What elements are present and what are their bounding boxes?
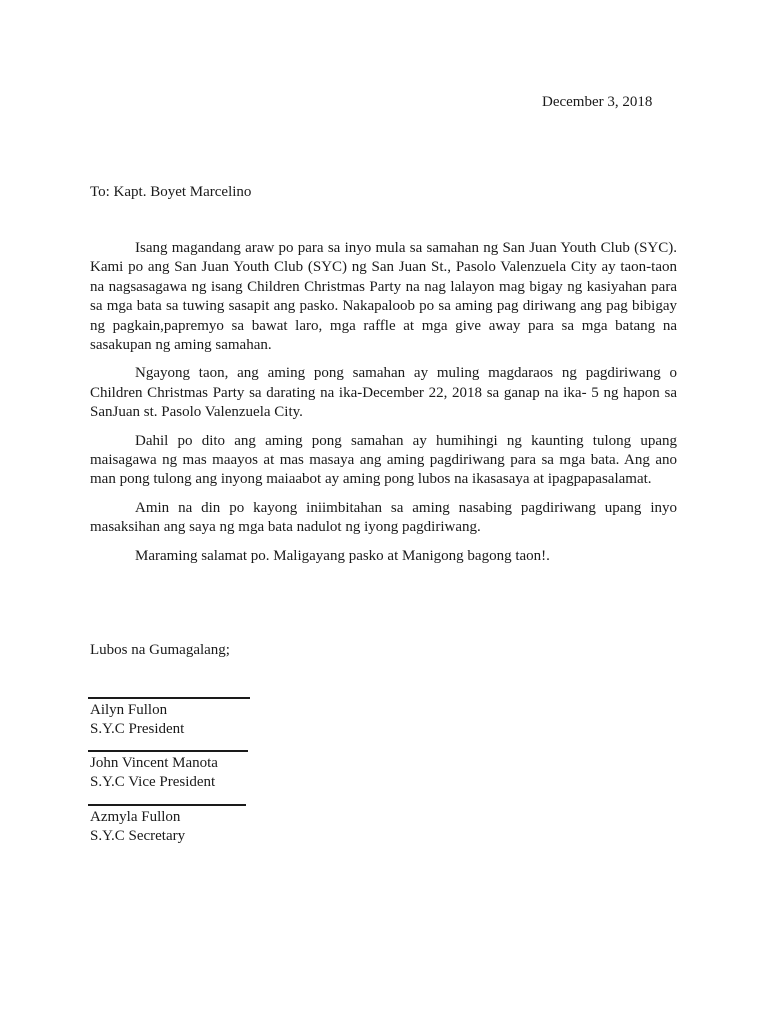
signature-line xyxy=(88,697,250,699)
signatory-title: S.Y.C President xyxy=(90,720,185,737)
signature-line xyxy=(88,804,246,806)
signatory-title: S.Y.C Secretary xyxy=(90,827,186,844)
body-paragraph: Ngayong taon, ang aming pong samahan ay muling magdaraos ng pagdiriwang o Children Christmas Party sa darating na ika-December 22, 2018 sa ganap na ika- 5 ng hapon sa SanJuan st. Pasolo Valenzuela City. xyxy=(90,365,677,421)
body-paragraph: Amin na din po kayong iniimbitahan sa aming nasabing pagdiriwang upang inyo masaksihan ang saya ng mga bata nadulot ng iyong pagdiriwang. xyxy=(90,499,677,536)
body-paragraph: Isang magandang araw po para sa inyo mula sa samahan ng San Juan Youth Club (SYC). Kami po ang San Juan Youth Club (SYC) ng San Juan St., Pasolo Valenzuela City ay taon-taon na nagsasagawa ng isang Children Christmas Party na nag lalayon mag bigay ng kasiyahan para sa mga bata sa tuwing sasapit ang pasko. Nakapaloob po sa aming pag diriwang ang pag bibigay ng pagkain,papremyo sa bawat laro, mga raffle at mga give away para sa mga batang na sasakupan ng aming samahan. xyxy=(90,240,677,354)
closing-salutation: Lubos na Gumagalang; xyxy=(90,642,230,658)
letter-date: December 3, 2018 xyxy=(542,94,653,110)
body-paragraph: Dahil po dito ang aming pong samahan ay humihingi ng kaunting tulong upang maisagawa ng mas maayos at mas masaya ang aming pagdiriwang para sa mga bata. Ang ano man pong tulong ang inyong maiaabot ay aming pong lubos na ikasasaya at ipagpapasalamat. xyxy=(90,432,677,488)
signatory-name: Ailyn Fullon xyxy=(90,702,168,718)
signature-block-president xyxy=(90,701,184,738)
signature-line xyxy=(88,750,248,752)
signatory-title: S.Y.C Vice President xyxy=(90,773,216,790)
signatory-name: Azmyla Fullon xyxy=(90,809,181,825)
recipient-line: To: Kapt. Boyet Marcelino xyxy=(90,184,252,200)
signature-block-vice-president xyxy=(90,754,218,791)
body-paragraph: Maraming salamat po. Maligayang pasko at Manigong bagong taon!. xyxy=(135,547,550,564)
letter-body xyxy=(90,239,677,575)
signatory-name: John Vincent Manota xyxy=(90,755,218,771)
signature-block-secretary xyxy=(90,808,185,845)
